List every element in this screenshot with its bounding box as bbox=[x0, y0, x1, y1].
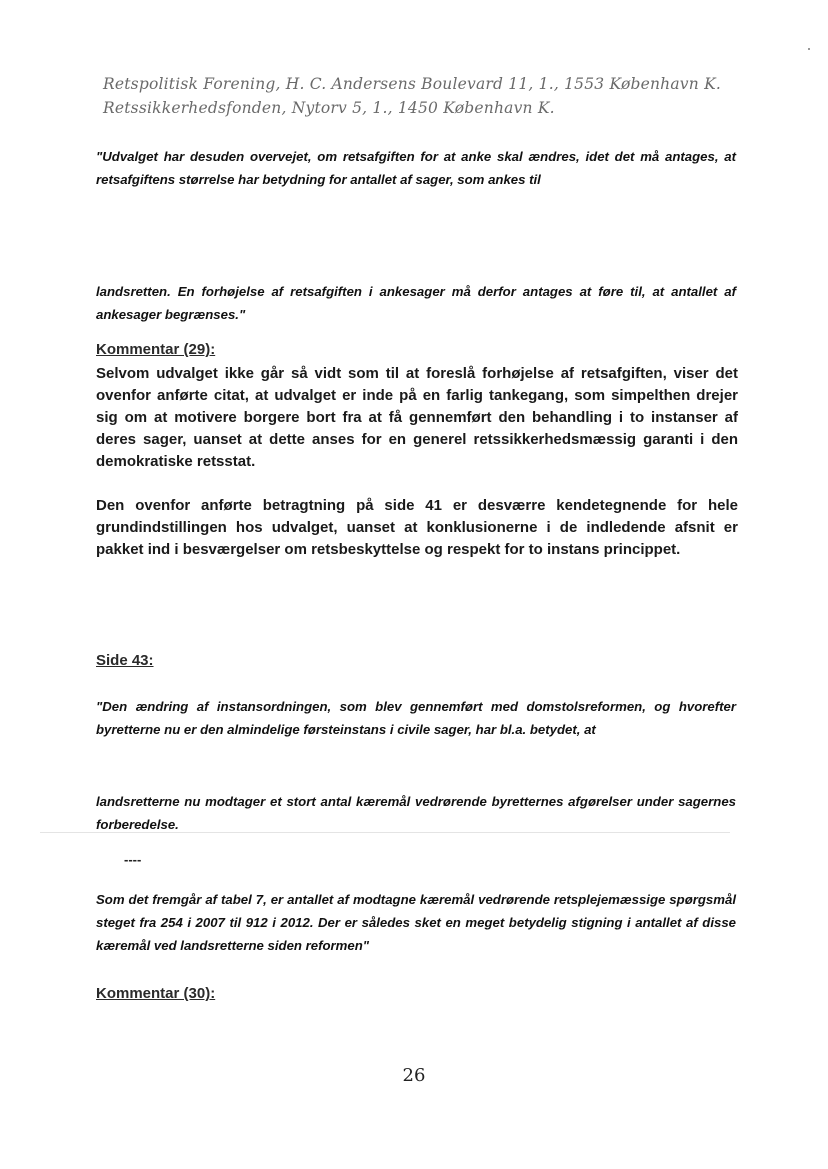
quote-retsafgift-part-2: landsretten. En forhøjelse af retsafgiften i ankesager må derfor antages at føre til, at antallet af ankesager begrænses." bbox=[96, 284, 736, 322]
kommentar-30-heading: Kommentar (30): bbox=[96, 985, 216, 1002]
kommentar-29-paragraph-1: Selvom udvalget ikke går så vidt som til at foreslå forhøjelse af retsafgiften, viser det ovenfor anførte citat, at udvalget er inde på en farlig tankegang, som simpelthen drejer sig om at motivere borgere bort fra at få gennemført den behandling i to instanser af deres sager, uanset at dette anses for en generel retssikkerhedsmæssig garanti i den demokratiske retsstat. bbox=[96, 365, 738, 470]
letterhead bbox=[103, 72, 783, 120]
letterhead-line-2: Retssikkerhedsfonden, Nytorv 5, 1., 1450 København K. bbox=[103, 99, 555, 117]
scan-speck bbox=[808, 48, 810, 50]
scan-divider-line bbox=[40, 832, 730, 833]
kommentar-29-heading: Kommentar (29): bbox=[96, 341, 216, 358]
letterhead-line-1: Retspolitisk Forening, H. C. Andersens Boulevard 11, 1., 1553 København K. bbox=[103, 75, 721, 93]
page-number: 26 bbox=[402, 1065, 426, 1086]
side-43-heading: Side 43: bbox=[96, 652, 154, 669]
quote-instansordning-part-2: landsretterne nu modtager et stort antal kæremål vedrørende byretternes afgørelser under sagernes forberedelse. bbox=[96, 794, 736, 832]
kommentar-29-paragraph-2: Den ovenfor anførte betragtning på side 41 er desværre kendetegnende for hele grundindstillingen hos udvalget, uanset at konklusionerne i de indledende afsnit er pakket ind i besværgelser om retsbeskyttelse og respekt for to instans princippet. bbox=[96, 497, 738, 558]
quote-instansordning-part-3: Som det fremgår af tabel 7, er antallet af modtagne kæremål vedrørende retsplejemæssige spørgsmål steget fra 254 i 2007 til 912 i 2012. Der er således sket en meget betydelig stigning i antallet af disse kæremål ved landsretterne siden reformen" bbox=[96, 892, 736, 953]
quote-instansordning-part-1: "Den ændring af instansordningen, som blev gennemført med domstolsreformen, og hvorefter byretterne nu er den almindelige førsteinstans i civile sager, har bl.a. betydet, at bbox=[96, 699, 736, 737]
quote-retsafgift-part-1: "Udvalget har desuden overvejet, om retsafgiften for at anke skal ændres, idet det må antages, at retsafgiftens størrelse har betydning for antallet af sager, som ankes til bbox=[96, 149, 736, 187]
quote-ellipsis-dashes: ---- bbox=[124, 852, 142, 867]
